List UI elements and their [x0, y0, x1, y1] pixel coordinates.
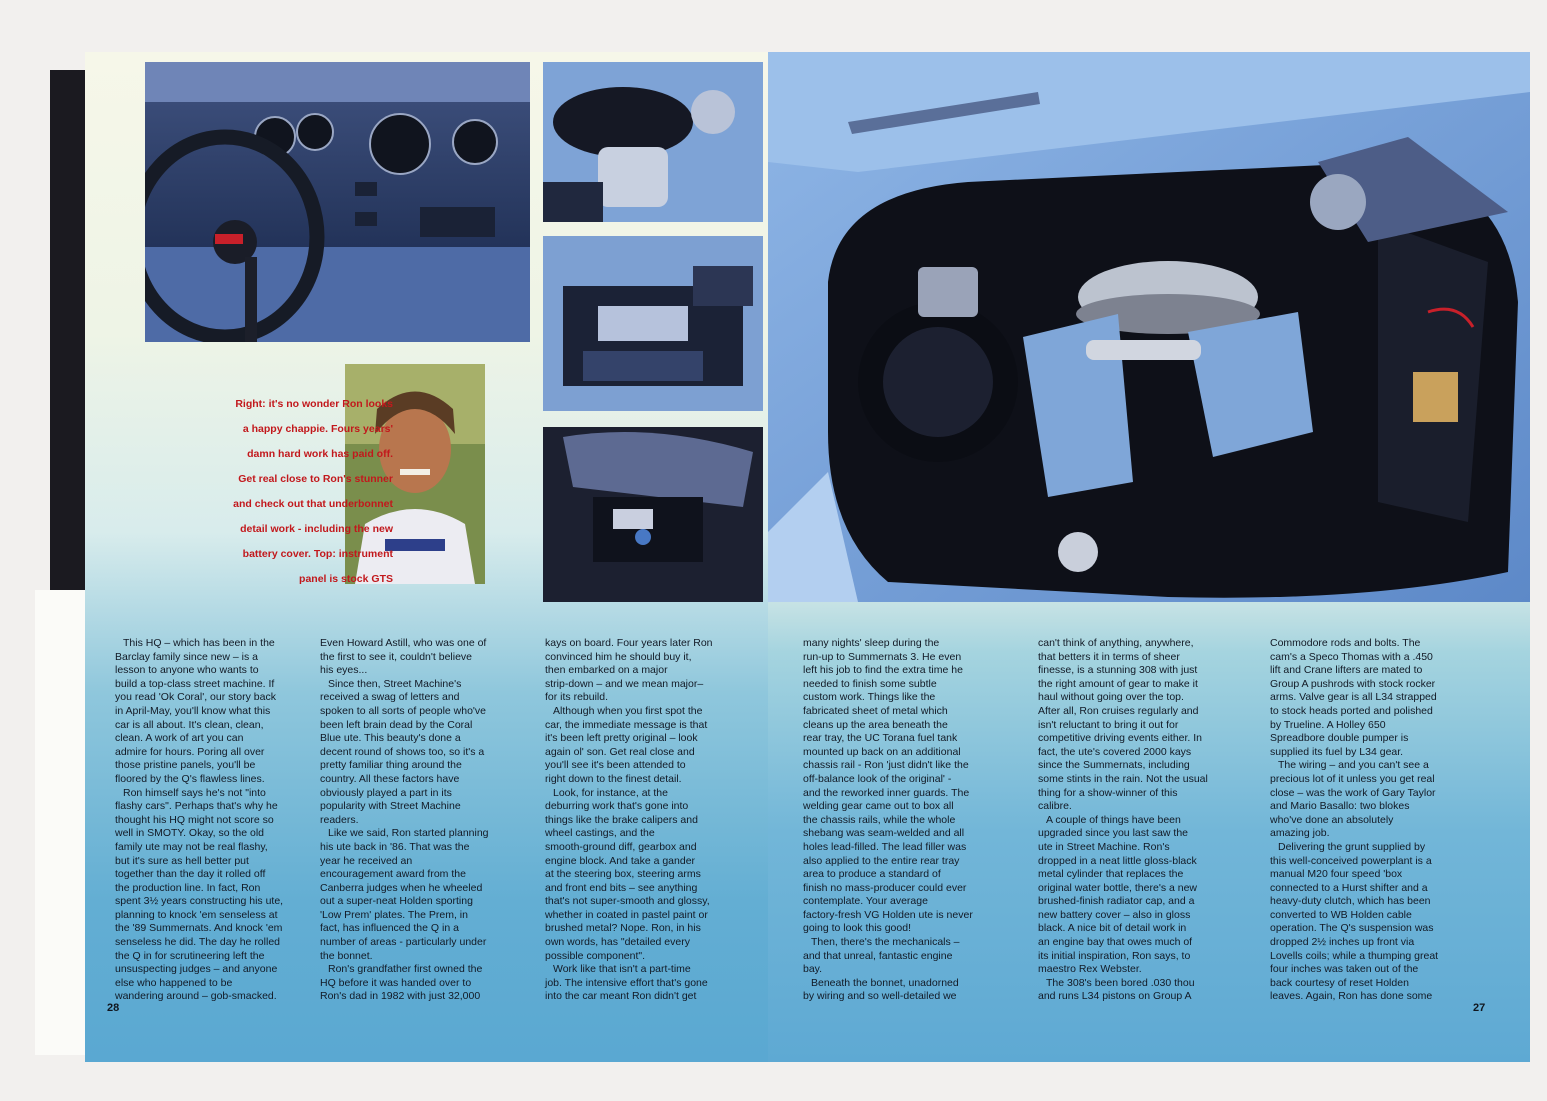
- battery-cover-photo: [543, 427, 763, 602]
- caption-line: panel is stock GTS: [299, 573, 393, 585]
- text-line: been left brain dead by the Coral: [320, 718, 473, 731]
- text-line: year he received an: [320, 854, 413, 867]
- text-line: finish no mass-producer could ever: [803, 881, 967, 894]
- text-line: heavy-duty clutch, which has been: [1270, 895, 1431, 908]
- text-line: engine block. And take a gander: [545, 854, 696, 867]
- text-line: Commodore rods and bolts. The: [1270, 637, 1421, 649]
- text-line: car, the immediate message is that: [545, 718, 708, 731]
- text-line: admire for hours. Poring all over: [115, 745, 265, 758]
- text-line: Ron's dad in 1982 with just 32,000: [320, 990, 481, 1003]
- caption-line: a happy chappie. Fours years': [242, 423, 393, 435]
- text-line: family ute may not be real flashy,: [115, 840, 268, 853]
- text-line: number of areas - particularly under: [320, 936, 487, 949]
- page-number-left: 28: [107, 1002, 120, 1014]
- left-column-3: [545, 637, 760, 1004]
- text-line: the first to see it, couldn't believe: [320, 650, 473, 663]
- text-line: smooth-ground diff, gearbox and: [545, 840, 697, 853]
- text-line: job. The intensive effort that's gone: [545, 976, 708, 989]
- text-line: pretty familiar thing around the: [320, 759, 462, 772]
- text-line: finesse, is a stunning 308 with just: [1038, 664, 1198, 677]
- right-column-3: [1270, 637, 1495, 1004]
- text-line: well in SMOTY. Okay, so the old: [115, 827, 265, 840]
- caption-line: Get real close to Ron's stunner: [238, 473, 393, 485]
- text-line: Blue ute. This beauty's done a: [320, 732, 461, 745]
- text-line: arms. Valve gear is all L34 strapped: [1270, 691, 1437, 704]
- text-line: lesson to anyone who wants to: [115, 664, 259, 677]
- text-line: Even Howard Astill, who was one of: [320, 637, 487, 649]
- text-line: A couple of things have been: [1046, 813, 1181, 826]
- caption-line: detail work - including the new: [240, 523, 393, 535]
- text-line: Spreadbore double pumper is: [1270, 732, 1409, 745]
- text-line: black. A nice bit of detail work in: [1038, 922, 1187, 935]
- text-line: Canberra judges when he wheeled: [320, 881, 483, 894]
- text-line: decent round of shows too, so it's a: [320, 745, 485, 758]
- engine-bay-detail-photo-2: [543, 236, 763, 411]
- text-line: dropped in a neat little gloss-black: [1038, 854, 1197, 867]
- text-line: upgraded since you last saw the: [1038, 827, 1189, 840]
- text-line: original water bottle, there's a new: [1038, 881, 1198, 894]
- text-line: competitive driving events either. In: [1038, 732, 1203, 745]
- page-number-right: 27: [1473, 1002, 1486, 1014]
- text-line: Beneath the bonnet, unadorned: [811, 976, 959, 989]
- text-line: fabricated sheet of metal which: [803, 704, 948, 717]
- text-line: maestro Rex Webster.: [1038, 963, 1142, 976]
- text-line: isn't reluctant to bring it out for: [1038, 718, 1179, 731]
- text-line: Ron himself says he's not "into: [123, 786, 266, 799]
- text-line: the chassis rails, while the whole: [803, 813, 956, 826]
- text-line: country. All these factors have: [320, 772, 460, 785]
- text-line: then embarked on a major: [545, 664, 668, 677]
- text-line: brushed-finish radiator cap, and a: [1038, 895, 1195, 908]
- text-line: possible component".: [545, 949, 646, 962]
- text-line: those pristine panels, you'll be: [115, 759, 256, 772]
- text-line: by wiring and so well-detailed we: [803, 990, 957, 1003]
- text-line: the '89 Summernats. And knock 'em: [115, 922, 283, 935]
- text-line: encouragement award from the: [320, 868, 466, 881]
- text-line: This HQ – which has been in the: [123, 637, 275, 649]
- engine-bay-main-photo: [768, 52, 1530, 602]
- text-line: out a super-neat Holden sporting: [320, 895, 473, 908]
- text-line: since the Summernats, including: [1038, 759, 1190, 772]
- text-line: Delivering the grunt supplied by: [1278, 840, 1426, 853]
- text-line: received a swag of letters and: [320, 691, 460, 704]
- left-column-2: [320, 637, 532, 1004]
- text-line: obviously played a part in its: [320, 786, 452, 799]
- text-line: this well-conceived powerplant is a: [1270, 854, 1432, 867]
- text-line: the right amount of gear to make it: [1038, 677, 1198, 690]
- text-line: haul without going over the top.: [1038, 691, 1184, 704]
- text-line: connected to a Hurst shifter and a: [1270, 881, 1428, 894]
- right-column-1: [803, 637, 1028, 1004]
- text-line: After all, Ron cruises regularly and: [1038, 704, 1199, 717]
- instrument-panel-photo: [145, 62, 530, 342]
- text-line: build a top-class street machine. If: [115, 677, 275, 690]
- text-line: converted to WB Holden cable: [1270, 908, 1412, 921]
- text-line: back courtesy of reset Holden: [1270, 976, 1409, 989]
- text-line: whether in coated in pastel paint or: [545, 908, 708, 921]
- text-line: Look, for instance, at the: [553, 786, 668, 799]
- text-line: by Trueline. A Holley 650: [1270, 718, 1386, 731]
- text-line: Since then, Street Machine's: [328, 677, 462, 690]
- caption-line: battery cover. Top: instrument: [242, 548, 393, 560]
- text-line: some stints in the rain. Not the usual: [1038, 772, 1208, 785]
- text-line: together than the day it rolled off: [115, 868, 266, 881]
- text-line: the bonnet.: [320, 949, 373, 962]
- text-line: kays on board. Four years later Ron: [545, 637, 713, 649]
- text-line: custom work. Things like the: [803, 691, 936, 704]
- text-line: who've done an absolutely: [1270, 813, 1394, 826]
- text-line: manual M20 four speed 'box: [1270, 868, 1403, 881]
- text-line: strip-down – and we mean major–: [545, 677, 704, 690]
- text-line: shebang was seam-welded and all: [803, 827, 965, 840]
- text-line: senseless he did. The day he rolled: [115, 936, 280, 949]
- text-line: can't think of anything, anywhere,: [1038, 637, 1194, 649]
- text-line: his eyes...: [320, 664, 368, 677]
- text-line: spent 3½ years constructing his ute,: [115, 895, 284, 908]
- photo-caption: [173, 392, 393, 592]
- text-line: left his job to find the extra time he: [803, 664, 963, 677]
- text-line: the Q in for scrutineering left the: [115, 949, 265, 962]
- text-line: Lovells coils; while a thumping great: [1270, 949, 1439, 962]
- text-line: ute in Street Machine. Ron's: [1038, 840, 1170, 853]
- text-line: The wiring – and you can't see a: [1278, 759, 1429, 772]
- text-line: four inches was taken out of the: [1270, 963, 1419, 976]
- left-column-1: [115, 637, 320, 1004]
- caption-line: Right: it's no wonder Ron looks: [235, 398, 393, 410]
- text-line: Group A pushrods with stock rocker: [1270, 677, 1436, 690]
- text-line: factory-fresh VG Holden ute is never: [803, 908, 973, 921]
- text-line: in April-May, you'll know what this: [115, 704, 271, 717]
- text-line: and front end bits – see anything: [545, 881, 698, 894]
- text-line: also applied to the entire rear tray: [803, 854, 960, 867]
- text-line: The 308's been bored .030 thou: [1046, 976, 1195, 989]
- text-line: unsuspecting judges – and anyone: [115, 963, 278, 976]
- text-line: flashy cars". Perhaps that's why he: [115, 800, 278, 813]
- text-line: thought his HQ might not score so: [115, 813, 274, 826]
- text-line: spoken to all sorts of people who've: [320, 704, 487, 717]
- text-line: to stock heads ported and polished: [1270, 704, 1433, 717]
- text-line: Although when you first spot the: [553, 704, 703, 717]
- text-line: needed to finish some subtle: [803, 677, 937, 690]
- text-line: cam's a Speco Thomas with a .450: [1270, 650, 1433, 663]
- text-line: again ol' son. Get real close and: [545, 745, 695, 758]
- text-line: and the reworked inner guards. The: [803, 786, 970, 799]
- text-line: that's not super-smooth and glossy,: [545, 895, 710, 908]
- text-line: Ron's grandfather first owned the: [328, 963, 483, 976]
- text-line: wheel castings, and the: [545, 827, 655, 840]
- text-line: at the steering box, steering arms: [545, 868, 701, 881]
- text-line: cleans up the area beneath the: [803, 718, 948, 731]
- text-line: it's been left pretty original – look: [545, 732, 698, 745]
- text-line: car is all about. It's clean, clean,: [115, 718, 264, 731]
- text-line: Then, there's the mechanicals –: [811, 936, 960, 949]
- text-line: amazing job.: [1270, 827, 1330, 840]
- text-line: own words, has "detailed every: [545, 936, 690, 949]
- text-line: holes lead-filled. The lead filler was: [803, 840, 967, 853]
- text-line: mounted up back on an additional: [803, 745, 961, 758]
- text-line: things like the brake calipers and: [545, 813, 698, 826]
- text-line: precious lot of it unless you get real: [1270, 772, 1435, 785]
- text-line: the production line. In fact, Ron: [115, 881, 261, 894]
- text-line: popularity with Street Machine: [320, 800, 461, 813]
- right-column-2: [1038, 637, 1263, 1004]
- text-line: an engine bay that owes much of: [1038, 936, 1193, 949]
- text-line: that betters it in terms of sheer: [1038, 650, 1180, 663]
- text-line: right down to the finest detail.: [545, 772, 682, 785]
- text-line: fact, has influenced the Q in a: [320, 922, 459, 935]
- text-line: into the car meant Ron didn't get: [545, 990, 697, 1003]
- text-line: bay.: [803, 963, 823, 976]
- right-page: [768, 52, 1530, 1062]
- text-line: and Mario Basallo: two blokes: [1270, 800, 1410, 813]
- text-line: area to produce a standard of: [803, 868, 941, 881]
- text-line: supplied its fuel by L34 gear.: [1270, 745, 1404, 758]
- text-line: convinced him he should buy it,: [545, 650, 692, 663]
- caption-line: damn hard work has paid off.: [247, 448, 393, 460]
- text-line: brushed metal? Nope. Ron, in his: [545, 922, 701, 935]
- engine-bay-detail-photo-1: [543, 62, 763, 222]
- text-line: his ute back in '86. That was the: [320, 840, 470, 853]
- text-line: and runs L34 pistons on Group A: [1038, 990, 1192, 1003]
- text-line: readers.: [320, 813, 359, 826]
- text-line: chassis rail - Ron 'just didn't like the: [803, 759, 969, 772]
- text-line: deburring work that's gone into: [545, 800, 689, 813]
- text-line: welding gear came out to box all: [803, 800, 954, 813]
- text-line: metal cylinder that replaces the: [1038, 868, 1184, 881]
- text-line: rear tray, the UC Torana fuel tank: [803, 732, 958, 745]
- text-line: going to look this good!: [803, 922, 911, 935]
- left-page: [85, 52, 775, 1062]
- text-line: you read 'Ok Coral', our story back: [115, 691, 276, 704]
- text-line: HQ before it was handed over to: [320, 976, 472, 989]
- text-line: planning to knock 'em senseless at: [115, 908, 278, 921]
- text-line: run-up to Summernats 3. He even: [803, 650, 962, 663]
- text-line: wandering around – gob-smacked.: [115, 990, 277, 1003]
- text-line: calibre.: [1038, 800, 1072, 813]
- text-line: close – was the work of Gary Taylor: [1270, 786, 1436, 799]
- text-line: fact, the ute's covered 2000 kays: [1038, 745, 1192, 758]
- text-line: operation. The Q's suspension was: [1270, 922, 1434, 935]
- text-line: new battery cover – also in gloss: [1038, 908, 1191, 921]
- text-line: thing for a show-winner of this: [1038, 786, 1178, 799]
- text-line: else who happened to be: [115, 976, 233, 989]
- caption-line: and check out that underbonnet: [233, 498, 393, 510]
- text-line: Barclay family since new – is a: [115, 650, 258, 663]
- text-line: and that unreal, fantastic engine: [803, 949, 953, 962]
- text-line: Work like that isn't a part-time: [553, 963, 691, 976]
- text-line: floored by the Q's flawless lines.: [115, 772, 265, 785]
- book-edge-pages: [35, 590, 90, 1055]
- text-line: off-balance look of the original' -: [803, 772, 952, 785]
- text-line: lift and Crane lifters are mated to: [1270, 664, 1423, 677]
- text-line: many nights' sleep during the: [803, 637, 940, 649]
- text-line: for its rebuild.: [545, 691, 609, 704]
- text-line: clean. A work of art you can: [115, 732, 244, 745]
- text-line: contemplate. Your average: [803, 895, 928, 908]
- text-line: its initial inspiration, Ron says, to: [1038, 949, 1191, 962]
- text-line: you'll see it's been attended to: [545, 759, 686, 772]
- text-line: but it's sure as hell better put: [115, 854, 249, 867]
- text-line: dropped 2½ inches up front via: [1270, 936, 1415, 949]
- text-line: 'Low Prem' plates. The Prem, in: [320, 908, 468, 921]
- text-line: leaves. Again, Ron has done some: [1270, 990, 1433, 1003]
- text-line: Like we said, Ron started planning: [328, 827, 489, 840]
